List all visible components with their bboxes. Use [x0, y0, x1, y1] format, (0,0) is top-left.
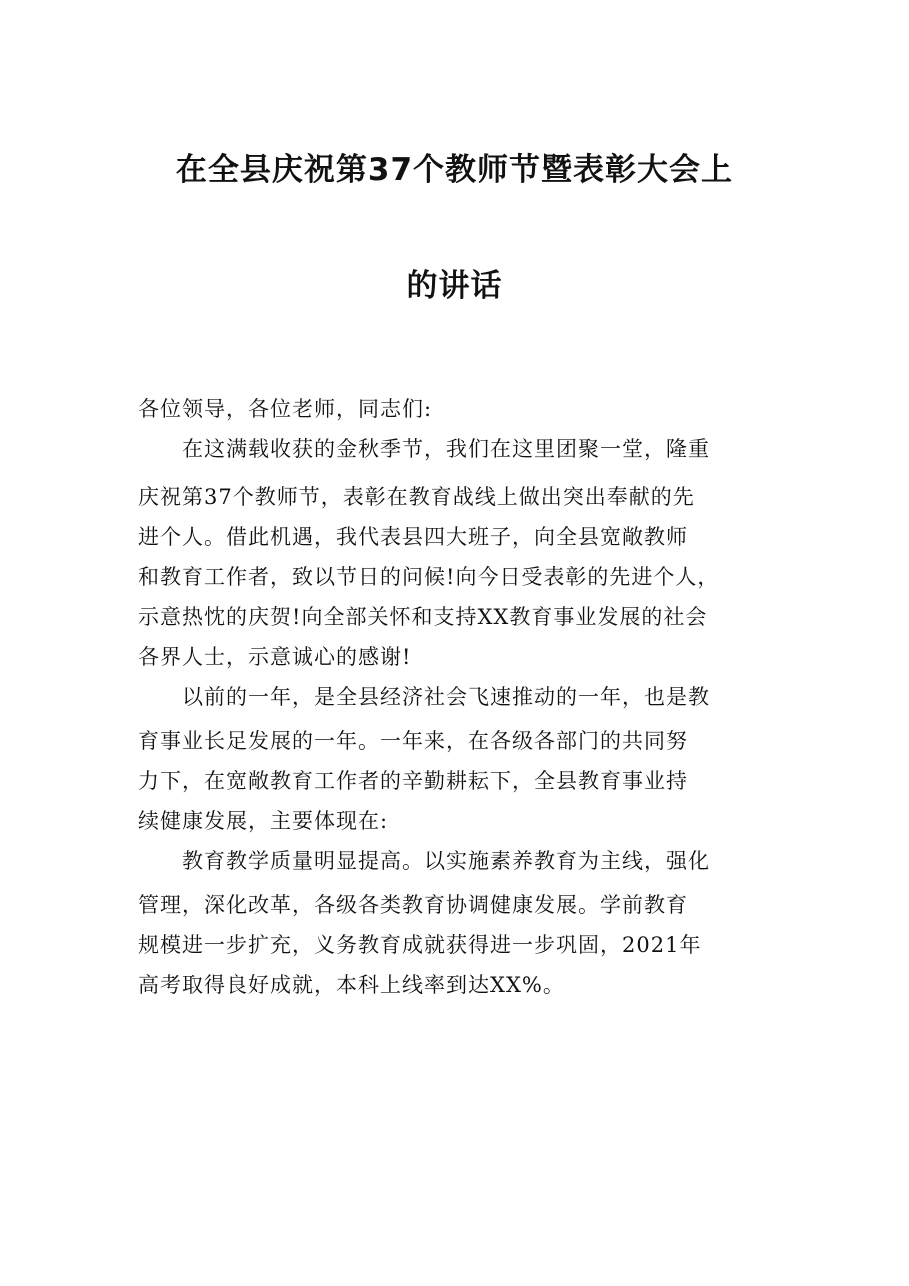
body-line: 各位领导，各位老师，同志们: [138, 397, 433, 421]
body-line: 续健康发展，主要体现在: [138, 809, 389, 833]
body-line: 示意热忱的庆贺!向全部关怀和支持XX教育事业发展的社会 [138, 605, 708, 629]
body-line: 力下，在宽敞教育工作者的辛勤耕耘下，全县教育事业持 [138, 769, 688, 793]
body-line: 育事业长足发展的一年。一年来，在各级各部门的共同努 [138, 729, 688, 753]
body-line: 高考取得良好成就，本科上线率到达XX%。 [138, 973, 565, 997]
body-line: 和教育工作者，致以节日的问候!向今日受表彰的先进个人， [138, 565, 720, 589]
body-line: 管理，深化改革，各级各类教育协调健康发展。学前教育 [138, 893, 688, 917]
body-line: 教育教学质量明显提高。以实施素养教育为主线，强化 [138, 849, 710, 873]
body-line: 庆祝第37个教师节，表彰在教育战线上做出突出奉献的先 [138, 485, 695, 509]
body-line: 在这满载收获的金秋季节，我们在这里团聚一堂，隆重 [138, 437, 710, 461]
body-line: 各界人士，示意诚心的感谢! [138, 645, 412, 669]
body-line: 以前的一年，是全县经济社会飞速推动的一年，也是教 [138, 685, 710, 709]
title-line-2: 的讲话 [406, 268, 503, 304]
body-line: 进个人。借此机遇，我代表县四大班子，向全县宽敞教师 [138, 525, 688, 549]
body-line: 规模进一步扩充，义务教育成就获得进一步巩固，2021年 [138, 933, 702, 957]
title-line-1: 在全县庆祝第37个教师节暨表彰大会上 [175, 152, 734, 188]
body-text [138, 389, 778, 1005]
